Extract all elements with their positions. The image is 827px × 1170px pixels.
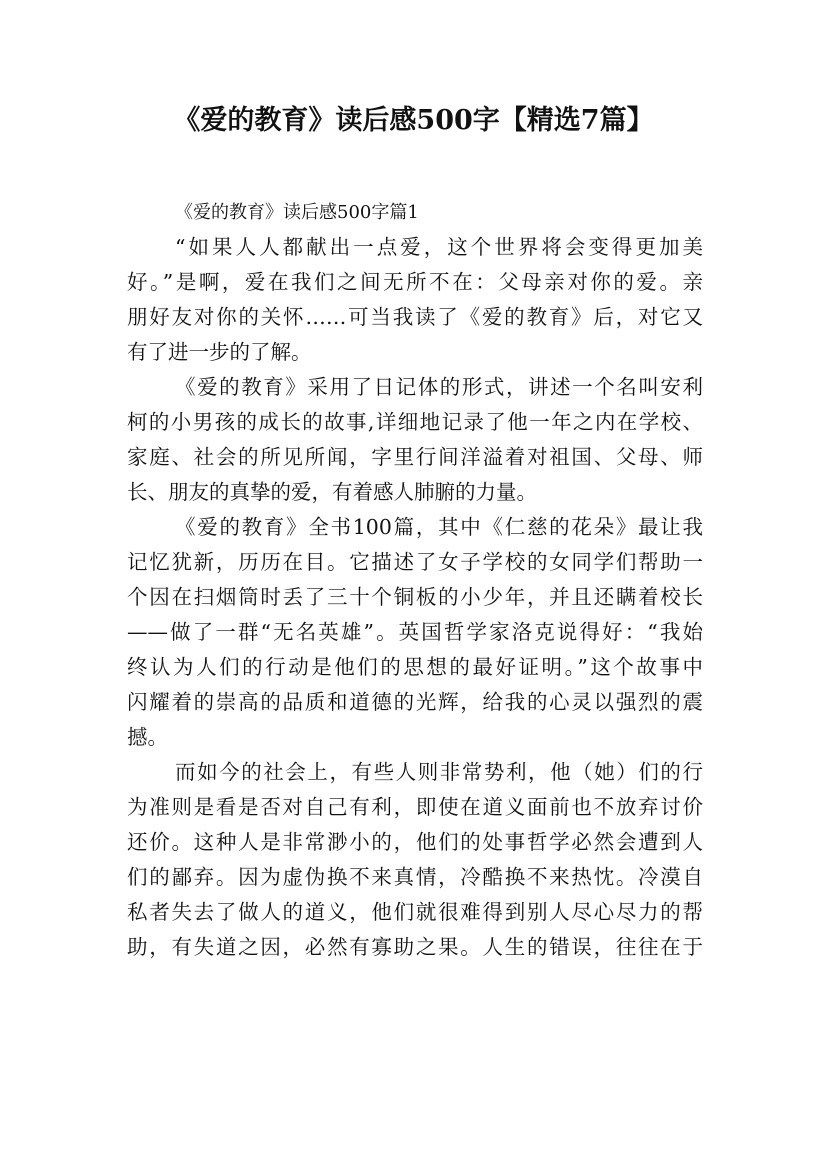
- text-line: 撼。: [127, 725, 168, 749]
- text-line: 记忆犹新，历历在目。它描述了女子学校的女同学们帮助一: [127, 550, 703, 574]
- paragraph: [127, 510, 703, 755]
- text-line: 《爱的教育》全书100篇，其中《仁慈的花朵》最让我: [175, 515, 703, 539]
- text-line: 还价。这种人是非常渺小的，他们的处事哲学必然会遭到人: [127, 830, 703, 854]
- text-line: 朋好友对你的关怀……可当我读了《爱的教育》后，对它又: [127, 305, 703, 329]
- document-body: [127, 196, 703, 965]
- paragraph: [127, 230, 703, 370]
- text-line: 而如今的社会上，有些人则非常势利，他（她）们的行: [175, 760, 703, 784]
- text-line: 助，有失道之因，必然有寡助之果。人生的错误，往往在于: [127, 935, 703, 959]
- text-line: 长、朋友的真挚的爱，有着感人肺腑的力量。: [127, 480, 537, 504]
- section-heading: 《爱的教育》读后感500字篇1: [175, 202, 419, 223]
- text-line: 终认为人们的行动是他们的思想的最好证明。”这个故事中: [127, 655, 703, 679]
- paragraph: [127, 370, 703, 510]
- text-line: ——做了一群“无名英雄”。英国哲学家洛克说得好：“我始: [127, 620, 703, 644]
- paragraph: [127, 755, 703, 965]
- text-line: 们的鄙弃。因为虚伪换不来真情，冷酷换不来热忱。冷漠自: [127, 865, 703, 889]
- text-line: 有了进一步的了解。: [127, 340, 312, 364]
- text-line: 私者失去了做人的道义，他们就很难得到别人尽心尽力的帮: [127, 900, 703, 924]
- text-line: 柯的小男孩的成长的故事,详细地记录了他一年之内在学校、: [127, 410, 703, 434]
- text-line: “如果人人都献出一点爱，这个世界将会变得更加美: [175, 235, 703, 259]
- text-line: 好。”是啊，爱在我们之间无所不在：父母亲对你的爱。亲: [127, 270, 703, 294]
- text-line: 家庭、社会的所见所闻，字里行间洋溢着对祖国、父母、师: [127, 445, 703, 469]
- text-line: 个因在扫烟筒时丢了三十个铜板的小少年，并且还瞒着校长: [127, 585, 703, 609]
- text-line: 为准则是看是否对自己有利，即使在道义面前也不放弃讨价: [127, 795, 703, 819]
- document-title: 《爱的教育》读后感500字【精选7篇】: [173, 105, 654, 136]
- text-line: 闪耀着的崇高的品质和道德的光辉，给我的心灵以强烈的震: [127, 690, 703, 714]
- text-line: 《爱的教育》采用了日记体的形式，讲述一个名叫安利: [175, 375, 703, 399]
